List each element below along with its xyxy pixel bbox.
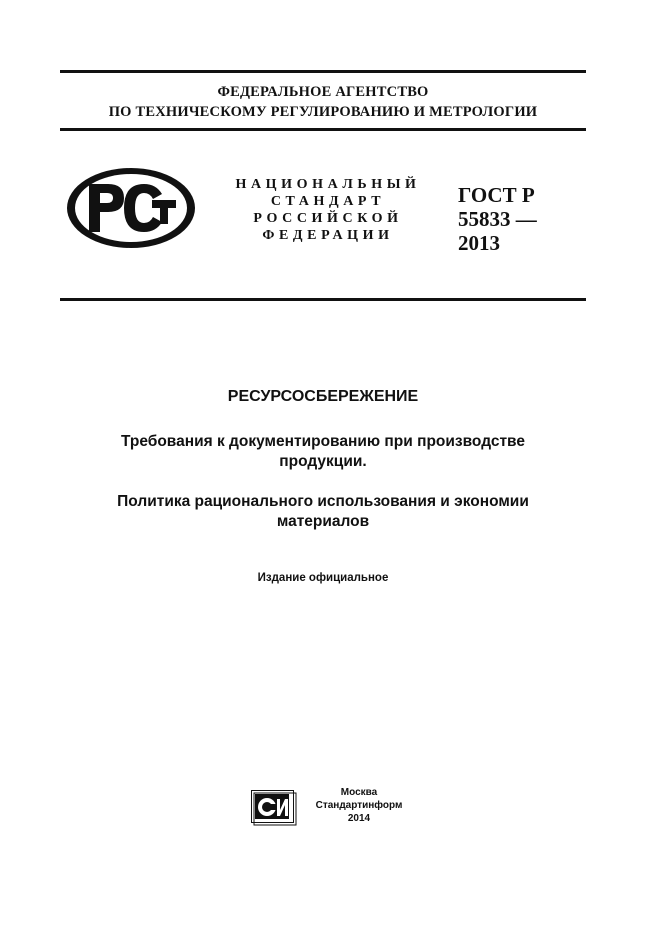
pct-mark-icon [64,166,198,250]
standard-line-1: НАЦИОНАЛЬНЫЙ [235,177,421,192]
agency-rule [60,128,586,131]
top-rule [60,70,586,73]
publisher-name: Стандартинформ [315,800,403,811]
standard-line-3: РОССИЙСКОЙ [253,211,403,226]
publisher-year: 2014 [347,813,371,824]
standartinform-logo-icon [251,790,297,826]
header-bottom-rule [60,298,586,301]
designation-line-1: ГОСТ Р [458,183,535,207]
edition-label: Издание официальное [257,572,389,584]
subtitle-2 [60,492,586,532]
standard-line-4: ФЕДЕРАЦИИ [262,228,394,243]
designation-line-3: 2013 [458,231,500,255]
publisher-block [302,786,416,825]
subtitle-1 [60,432,586,472]
subtitle-1-line-1: Требования к документированию при производстве [121,433,525,450]
subtitle-2-line-2: материалов [276,513,370,530]
agency-line-2: ПО ТЕХНИЧЕСКОМУ РЕГУЛИРОВАНИЮ И МЕТРОЛОГИИ [108,104,538,120]
standard-line-2: СТАНДАРТ [270,194,386,209]
document-title: РЕСУРСОСБЕРЕЖЕНИЕ [227,388,419,405]
subtitle-1-line-2: продукции. [279,453,367,470]
publisher-city: Москва [340,787,378,798]
subtitle-2-line-1: Политика рационального использования и экономии [117,493,529,510]
designation-line-2: 55833 — [458,207,537,231]
agency-line-1: ФЕДЕРАЛЬНОЕ АГЕНТСТВО [217,84,429,100]
